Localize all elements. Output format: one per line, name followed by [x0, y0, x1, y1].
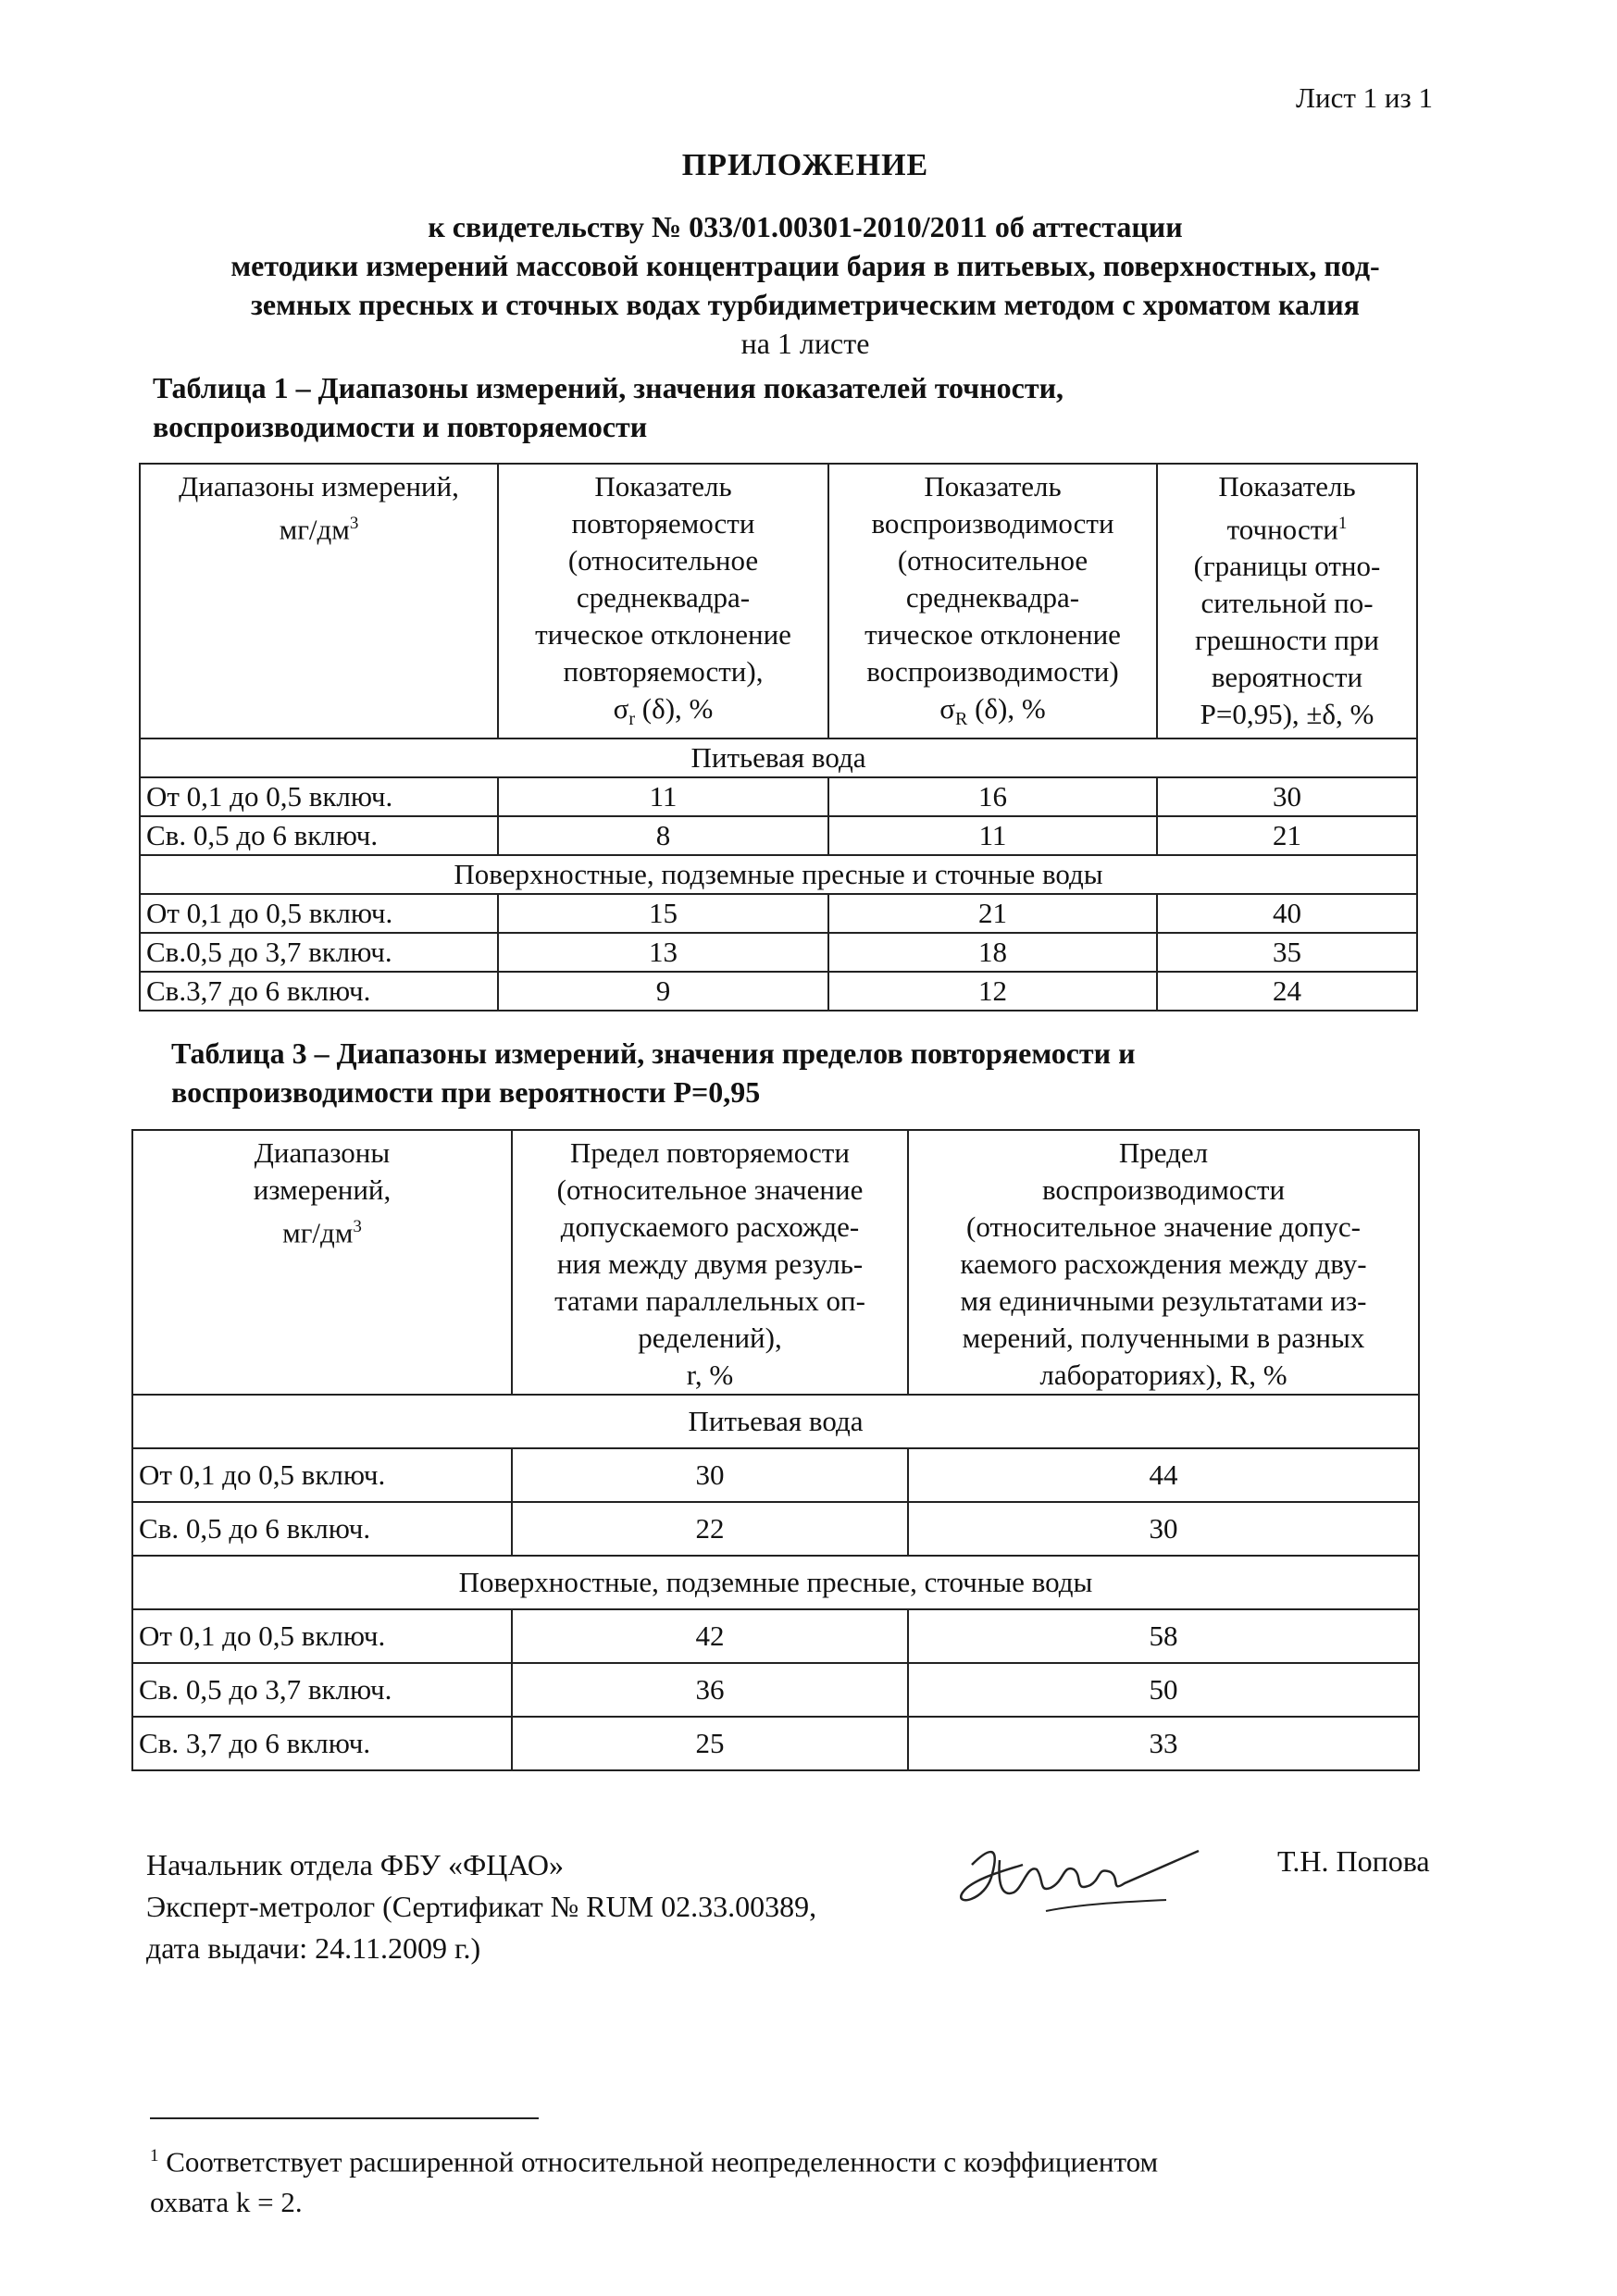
footnote	[150, 2136, 1353, 2223]
unit-text: мг/дм	[279, 513, 350, 546]
header-line: воспроизводимости	[871, 507, 1114, 540]
header-line: татами параллельных оп-	[554, 1285, 865, 1317]
unit-sup: 3	[349, 514, 359, 533]
cell-repro: 18	[828, 933, 1157, 972]
section-row	[140, 738, 1417, 777]
cell-acc: 24	[1157, 972, 1417, 1011]
cell-range: Св. 0,5 до 6 включ.	[132, 1502, 512, 1556]
table1-body	[140, 738, 1417, 1011]
table-row	[132, 1609, 1419, 1663]
header-line: вероятности	[1211, 661, 1363, 694]
cell-repro: 44	[908, 1448, 1419, 1502]
table3-body	[132, 1395, 1419, 1770]
sigma-symbol: σ	[613, 692, 629, 725]
header-line: мерений, полученными в разных	[962, 1322, 1365, 1354]
footnote-mark: 1	[150, 2146, 159, 2166]
table3-header-range-lines	[139, 1135, 505, 1209]
cell-rep: 9	[498, 972, 828, 1011]
cell-repro: 33	[908, 1717, 1419, 1770]
handwritten-signature	[935, 1828, 1213, 1930]
cell-range: Св. 0,5 до 6 включ.	[140, 816, 498, 855]
unit-sup: 3	[353, 1217, 362, 1236]
table3-header-row	[132, 1130, 1419, 1395]
cell-repro: 50	[908, 1663, 1419, 1717]
header-line: воспроизводимости	[1041, 1173, 1286, 1206]
signer-certificate: Эксперт-метролог (Сертификат № RUM 02.33.00389,	[146, 1890, 817, 1923]
footnote-line-1	[150, 2136, 1353, 2182]
certificate-date: дата выдачи: 24.11.2009 г.)	[146, 1931, 481, 1965]
symbol-tail: (δ), %	[635, 692, 714, 725]
table1-header-range	[140, 464, 498, 738]
heading-line-1: к свидетельству № 033/01.00301-2010/2011 об аттестации	[428, 210, 1183, 243]
cell-acc: 21	[1157, 816, 1417, 855]
cell-repro: 21	[828, 894, 1157, 933]
cell-rep: 8	[498, 816, 828, 855]
cell-range: Св.0,5 до 3,7 включ.	[140, 933, 498, 972]
table-row	[132, 1663, 1419, 1717]
header-line: измерений,	[253, 1173, 392, 1206]
sheet-number: Лист 1 из 1	[1296, 81, 1434, 114]
footnote-ref: 1	[1337, 514, 1348, 533]
cell-range: Св. 0,5 до 3,7 включ.	[132, 1663, 512, 1717]
table1-header-reproducibility-lines	[835, 468, 1151, 690]
cell-range: От 0,1 до 0,5 включ.	[132, 1448, 512, 1502]
table1-header-row	[140, 464, 1417, 738]
table-row	[140, 972, 1417, 1011]
cell-range: От 0,1 до 0,5 включ.	[140, 894, 498, 933]
header-line: повторяемости	[571, 507, 755, 540]
table-row	[140, 894, 1417, 933]
table3-header-range-unit	[139, 1209, 505, 1251]
table1-header-repeatability-lines	[504, 468, 822, 690]
section-title: Поверхностные, подземные пресные и сточные воды	[140, 855, 1417, 894]
acc-line-1: Показатель	[1218, 470, 1356, 503]
footnote-divider	[150, 2117, 539, 2119]
table3-header-repeatability-lines	[518, 1135, 902, 1394]
appendix-title: ПРИЛОЖЕНИЕ	[681, 148, 929, 182]
table1-header-accuracy	[1157, 464, 1417, 738]
table3-caption-line-1: Таблица 3 – Диапазоны измерений, значения пределов повторяемости и	[171, 1036, 1136, 1070]
header-line: грешности при	[1194, 624, 1380, 657]
table3-caption	[171, 1034, 1136, 1111]
sigma-sub: R	[955, 709, 968, 730]
sigma-sub: r	[628, 709, 636, 730]
table1-caption-line-2: воспроизводимости и повторяемости	[153, 410, 648, 443]
cell-repro: 12	[828, 972, 1157, 1011]
section-title: Питьевая вода	[140, 738, 1417, 777]
document-heading	[139, 146, 1472, 363]
header-line: ределений),	[638, 1322, 782, 1354]
section-row	[132, 1556, 1419, 1609]
header-line: среднеквадра-	[576, 581, 751, 614]
cell-range: От 0,1 до 0,5 включ.	[132, 1609, 512, 1663]
cell-range: Св.3,7 до 6 включ.	[140, 972, 498, 1011]
table1-caption	[153, 368, 1063, 446]
table1-caption-line-1: Таблица 1 – Диапазоны измерений, значения показателей точности,	[153, 371, 1063, 404]
heading-line-4: на 1 листе	[740, 327, 870, 360]
header-line: каемого расхождения между дву-	[960, 1247, 1367, 1280]
cell-range: От 0,1 до 0,5 включ.	[140, 777, 498, 816]
header-line: (относительное значение допус-	[966, 1210, 1361, 1243]
header-line: Предел повторяемости	[570, 1136, 850, 1169]
signer-name: Т.Н. Попова	[1277, 1844, 1430, 1878]
table-row	[140, 777, 1417, 816]
header-line: тическое отклонение	[864, 618, 1121, 651]
table3-header-range	[132, 1130, 512, 1395]
section-row	[132, 1395, 1419, 1448]
symbol-tail: (δ), %	[967, 692, 1046, 725]
section-row	[140, 855, 1417, 894]
header-line: Показатель	[594, 470, 732, 503]
header-line: допускаемого расхожде-	[560, 1210, 860, 1243]
table-1	[139, 463, 1418, 1011]
table3-header-repeatability	[512, 1130, 908, 1395]
header-line: (относительное значение	[556, 1173, 864, 1206]
section-title: Питьевая вода	[132, 1395, 1419, 1448]
acc-word: точности	[1226, 513, 1338, 546]
cell-rep: 15	[498, 894, 828, 933]
table-row	[140, 933, 1417, 972]
cell-repro: 58	[908, 1609, 1419, 1663]
header-line: мя единичными результатами из-	[960, 1285, 1367, 1317]
heading-line-2: методики измерений массовой концентрации бария в питьевых, поверхностных, под-	[230, 249, 1380, 282]
header-line: Диапазоны	[254, 1136, 391, 1169]
header-line: (относительное	[567, 544, 759, 577]
table3-header-reproducibility-lines	[914, 1135, 1412, 1394]
header-line: среднеквадра-	[905, 581, 1080, 614]
cell-repro: 16	[828, 777, 1157, 816]
section-title: Поверхностные, подземные пресные, сточные воды	[132, 1556, 1419, 1609]
header-line: Показатель	[924, 470, 1062, 503]
header-line: r, %	[686, 1359, 734, 1391]
signer-position: Начальник отдела ФБУ «ФЦАО»	[146, 1848, 564, 1881]
footnote-text: Соответствует расширенной относительной неопределенности с коэффициентом	[158, 2145, 1159, 2178]
header-line: ния между двумя резуль-	[556, 1247, 864, 1280]
table3-header-reproducibility	[908, 1130, 1419, 1395]
cell-rep: 22	[512, 1502, 908, 1556]
cell-range: Св. 3,7 до 6 включ.	[132, 1717, 512, 1770]
header-line: повторяемости),	[563, 655, 764, 688]
acc-line-2	[1163, 505, 1411, 548]
cell-acc: 35	[1157, 933, 1417, 972]
footnote-line-2: охвата k = 2.	[150, 2186, 303, 2219]
header-line: (границы отно-	[1193, 550, 1381, 583]
cell-repro: 11	[828, 816, 1157, 855]
header-line: P=0,95), ±δ, %	[1200, 698, 1374, 731]
table1-header-repeatability-symbol	[504, 690, 822, 738]
table1-header-repeatability	[498, 464, 828, 738]
header-line: воспроизводимости)	[866, 655, 1119, 688]
cell-rep: 30	[512, 1448, 908, 1502]
table1-header-range-text: Диапазоны измерений,	[179, 470, 459, 503]
table1-header-accuracy-lines	[1163, 548, 1411, 733]
header-line: сительной по-	[1200, 587, 1374, 620]
table-row	[140, 816, 1417, 855]
cell-rep: 36	[512, 1663, 908, 1717]
header-line: тическое отклонение	[535, 618, 791, 651]
table-row	[132, 1717, 1419, 1770]
cell-acc: 30	[1157, 777, 1417, 816]
table1-header-reproducibility	[828, 464, 1157, 738]
signature-block	[146, 1844, 816, 1969]
header-line: Предел	[1118, 1136, 1209, 1169]
cell-rep: 42	[512, 1609, 908, 1663]
cell-acc: 40	[1157, 894, 1417, 933]
heading-line-3: земных пресных и сточных водах турбидиметрическим методом с хроматом калия	[251, 288, 1360, 321]
cell-repro: 30	[908, 1502, 1419, 1556]
table-row	[132, 1502, 1419, 1556]
cell-rep: 25	[512, 1717, 908, 1770]
sigma-symbol: σ	[939, 692, 956, 725]
cell-rep: 11	[498, 777, 828, 816]
header-line: лабораториях), R, %	[1039, 1359, 1287, 1391]
table1-header-reproducibility-symbol	[835, 690, 1151, 738]
table-3	[131, 1129, 1420, 1771]
unit-text: мг/дм	[282, 1216, 354, 1249]
table3-caption-line-2: воспроизводимости при вероятности P=0,95	[171, 1075, 761, 1109]
cell-rep: 13	[498, 933, 828, 972]
table-row	[132, 1448, 1419, 1502]
header-line: (относительное	[897, 544, 1088, 577]
table1-header-range-unit	[146, 505, 491, 548]
